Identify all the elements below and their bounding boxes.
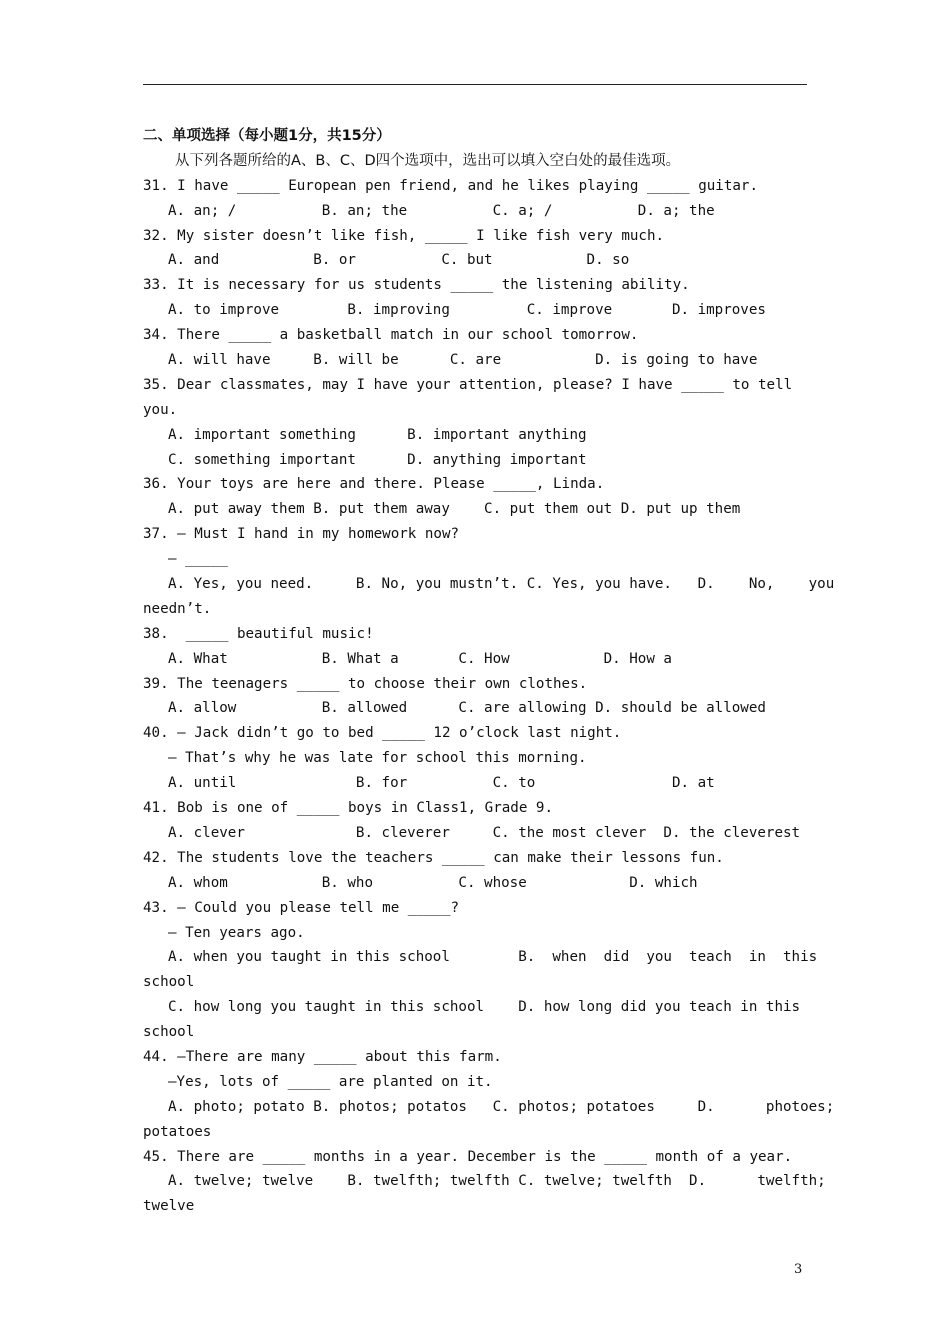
question-36-options: A. put away them B. put them away C. put them out D. put up them <box>168 501 741 518</box>
question-37-reply: — _____ <box>168 551 228 568</box>
question-40-options: A. until B. for C. to D. at <box>168 775 715 792</box>
question-43-options-cd-cont: school <box>143 1024 195 1041</box>
header-rule <box>143 84 807 85</box>
question-34-stem: 34. There _____ a basketball match in our school tomorrow. <box>143 327 639 344</box>
question-43-options-cd: C. how long you taught in this school D. how long did you teach in this <box>168 999 801 1016</box>
question-44-options-cont: potatoes <box>143 1123 212 1140</box>
question-36-stem: 36. Your toys are here and there. Please _____, Linda. <box>143 476 605 493</box>
question-45-stem: 45. There are _____ months in a year. December is the _____ month of a year. <box>143 1148 793 1165</box>
question-45-options: A. twelve; twelve B. twelfth; twelfth C. twelve; twelfth D. twelfth; <box>168 1173 826 1190</box>
question-34-options: A. will have B. will be C. are D. is going to have <box>168 352 758 369</box>
question-31-options: A. an; / B. an; the C. a; / D. a; the <box>168 202 715 219</box>
question-43-options-ab-cont: school <box>143 974 195 991</box>
question-37-options: A. Yes, you need. B. No, you mustn’t. C. Yes, you have. D. No, you <box>168 576 835 593</box>
question-39-stem: 39. The teenagers _____ to choose their own clothes. <box>143 675 588 692</box>
exam-section <box>143 124 835 1219</box>
section-title: 二、单项选择（每小题1分，共15分） <box>143 128 391 144</box>
question-44-reply: —Yes, lots of _____ are planted on it. <box>168 1073 493 1090</box>
question-37-stem: 37. — Must I hand in my homework now? <box>143 526 460 543</box>
question-43-stem: 43. — Could you please tell me _____? <box>143 899 460 916</box>
question-42-options: A. whom B. who C. whose D. which <box>168 874 698 891</box>
section-instruction: 从下列各题所给的A、B、C、D四个选项中，选出可以填入空白处的最佳选项。 <box>175 152 681 169</box>
page-number: 3 <box>794 1262 803 1277</box>
question-43-options-ab: A. when you taught in this school B. when did you teach in this <box>168 949 818 966</box>
question-32-stem: 32. My sister doesn’t like fish, _____ I like fish very much. <box>143 227 665 244</box>
question-40-reply: — That’s why he was late for school this morning. <box>168 750 587 767</box>
question-41-stem: 41. Bob is one of _____ boys in Class1, Grade 9. <box>143 800 553 817</box>
question-38-options: A. What B. What a C. How D. How a <box>168 650 672 667</box>
question-42-stem: 42. The students love the teachers _____ can make their lessons fun. <box>143 849 724 866</box>
question-44-options: A. photo; potato B. photos; potatos C. photos; potatoes D. photoes; <box>168 1098 835 1115</box>
question-39-options: A. allow B. allowed C. are allowing D. should be allowed <box>168 700 766 717</box>
question-44-stem: 44. —There are many _____ about this farm. <box>143 1048 502 1065</box>
question-43-reply: — Ten years ago. <box>168 924 305 941</box>
question-31-stem: 31. I have _____ European pen friend, and he likes playing _____ guitar. <box>143 177 758 194</box>
question-37-options-cont: needn’t. <box>143 600 212 617</box>
question-38-stem: 38. _____ beautiful music! <box>143 625 374 642</box>
question-45-options-cont: twelve <box>143 1198 195 1215</box>
question-33-options: A. to improve B. improving C. improve D. improves <box>168 302 766 319</box>
question-35-stem: 35. Dear classmates, may I have your attention, please? I have _____ to tell <box>143 376 793 393</box>
question-35-options-cd: C. something important D. anything important <box>168 451 587 468</box>
question-41-options: A. clever B. cleverer C. the most clever D. the cleverest <box>168 824 801 841</box>
question-33-stem: 33. It is necessary for us students _____ the listening ability. <box>143 277 690 294</box>
question-35-options-ab: A. important something B. important anything <box>168 426 587 443</box>
question-40-stem: 40. — Jack didn’t go to bed _____ 12 o’clock last night. <box>143 725 622 742</box>
question-32-options: A. and B. or C. but D. so <box>168 252 630 269</box>
question-35-stem-cont: you. <box>143 401 178 418</box>
